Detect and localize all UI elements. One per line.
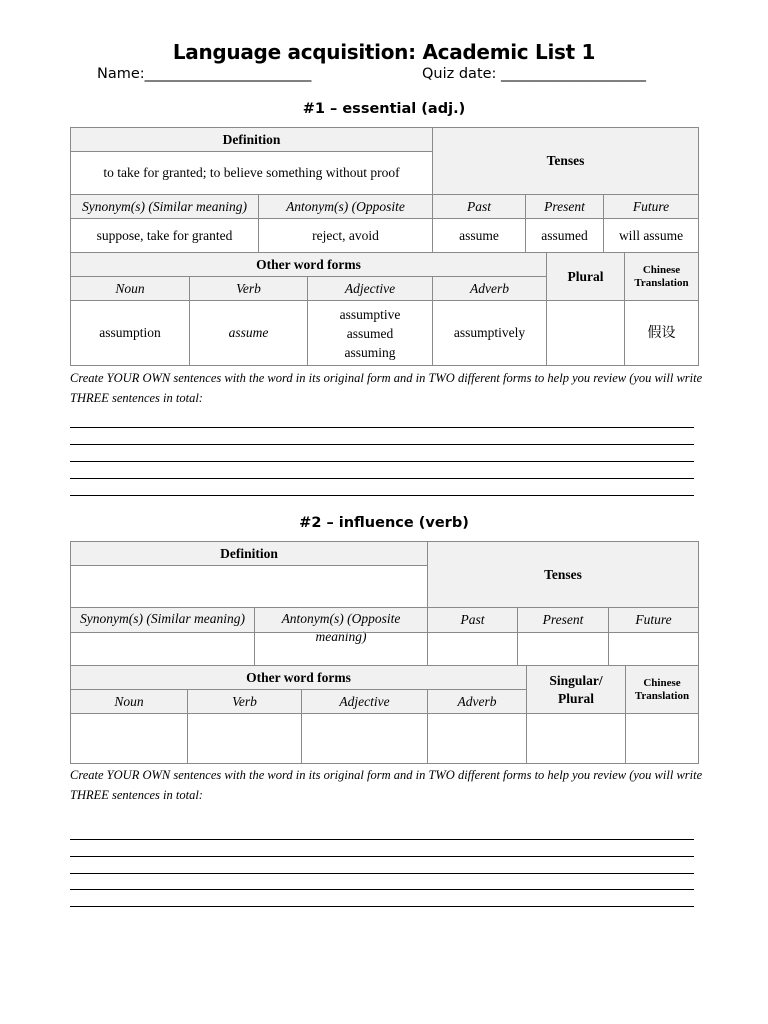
past-header: Past <box>427 607 518 633</box>
adjective-form: assuming <box>344 344 396 360</box>
word-1-heading: #1 – essential (adj.) <box>302 101 466 117</box>
word-2-heading: #2 – influence (verb) <box>299 515 469 531</box>
adverb-header: Adverb <box>427 689 527 714</box>
worksheet-title: Language acquisition: Academic List 1 <box>172 40 596 64</box>
present-cell[interactable] <box>517 632 609 666</box>
past-cell: assume <box>432 218 526 253</box>
tenses-header: Tenses <box>432 127 699 195</box>
synonyms-header: Synonym(s) (Similar meaning) <box>70 194 259 219</box>
synonyms-header: Synonym(s) (Similar meaning) <box>70 607 255 633</box>
adjective-header: Adjective <box>301 689 428 714</box>
writing-line[interactable] <box>70 478 694 479</box>
writing-line[interactable] <box>70 906 694 907</box>
noun-header: Noun <box>70 689 188 714</box>
word-1-instructions: Create YOUR OWN sentences with the word in its original form and in TWO different forms to help you review (you will write THREE sentences in total: <box>70 371 703 405</box>
name-field[interactable]: Name:_______________________ <box>97 66 312 82</box>
noun-cell: assumption <box>70 300 190 366</box>
chinese-cell: 假设 <box>624 300 699 366</box>
writing-line[interactable] <box>70 444 694 445</box>
noun-header: Noun <box>70 276 190 301</box>
tenses-header: Tenses <box>427 541 699 608</box>
plural-header: Plural <box>546 252 625 301</box>
plural-cell[interactable] <box>526 713 626 764</box>
definition-header: Definition <box>70 127 433 152</box>
synonyms-cell[interactable] <box>70 632 255 666</box>
writing-line[interactable] <box>70 495 694 496</box>
adverb-cell: assumptively <box>432 300 547 366</box>
synonyms-cell: suppose, take for granted <box>70 218 259 253</box>
chinese-header: Chinese Translation <box>625 665 699 714</box>
adjective-header: Adjective <box>307 276 433 301</box>
chinese-header: Chinese Translation <box>624 252 699 301</box>
present-cell: assumed <box>525 218 604 253</box>
noun-cell[interactable] <box>70 713 188 764</box>
writing-line[interactable] <box>70 856 694 857</box>
other-forms-header: Other word forms <box>70 665 527 690</box>
definition-header: Definition <box>70 541 428 566</box>
other-forms-header: Other word forms <box>70 252 547 277</box>
plural-header: Singular/ Plural <box>526 665 626 714</box>
present-header: Present <box>525 194 604 219</box>
verb-header: Verb <box>189 276 308 301</box>
writing-line[interactable] <box>70 839 694 840</box>
writing-line[interactable] <box>70 427 694 428</box>
future-cell[interactable] <box>608 632 699 666</box>
adjective-form: assumed <box>346 325 394 341</box>
definition-cell: to take for granted; to believe something without proof <box>70 151 433 195</box>
adjective-cell <box>307 300 433 366</box>
past-cell[interactable] <box>427 632 518 666</box>
future-header: Future <box>608 607 699 633</box>
writing-line[interactable] <box>70 889 694 890</box>
verb-header: Verb <box>187 689 302 714</box>
adverb-cell[interactable] <box>427 713 527 764</box>
writing-line[interactable] <box>70 873 694 874</box>
present-header: Present <box>517 607 609 633</box>
word-2-instructions: Create YOUR OWN sentences with the word in its original form and in TWO different forms to help you review (you will write THREE sentences in total: <box>70 768 703 802</box>
future-header: Future <box>603 194 699 219</box>
adjective-form: assumptive <box>339 306 401 322</box>
definition-cell[interactable] <box>70 565 428 608</box>
quiz-date-field[interactable]: Quiz date: ____________________ <box>422 66 647 82</box>
antonyms-header: Antonym(s) (Opposite <box>258 194 433 219</box>
plural-cell <box>546 300 625 366</box>
verb-cell[interactable] <box>187 713 302 764</box>
chinese-cell[interactable] <box>625 713 699 764</box>
antonyms-cell[interactable] <box>254 632 428 666</box>
verb-cell: assume <box>189 300 308 366</box>
adverb-header: Adverb <box>432 276 547 301</box>
antonyms-cell: reject, avoid <box>258 218 433 253</box>
antonyms-header: Antonym(s) (Opposite meaning) <box>254 607 428 633</box>
future-cell: will assume <box>603 218 699 253</box>
writing-line[interactable] <box>70 461 694 462</box>
adjective-cell[interactable] <box>301 713 428 764</box>
past-header: Past <box>432 194 526 219</box>
